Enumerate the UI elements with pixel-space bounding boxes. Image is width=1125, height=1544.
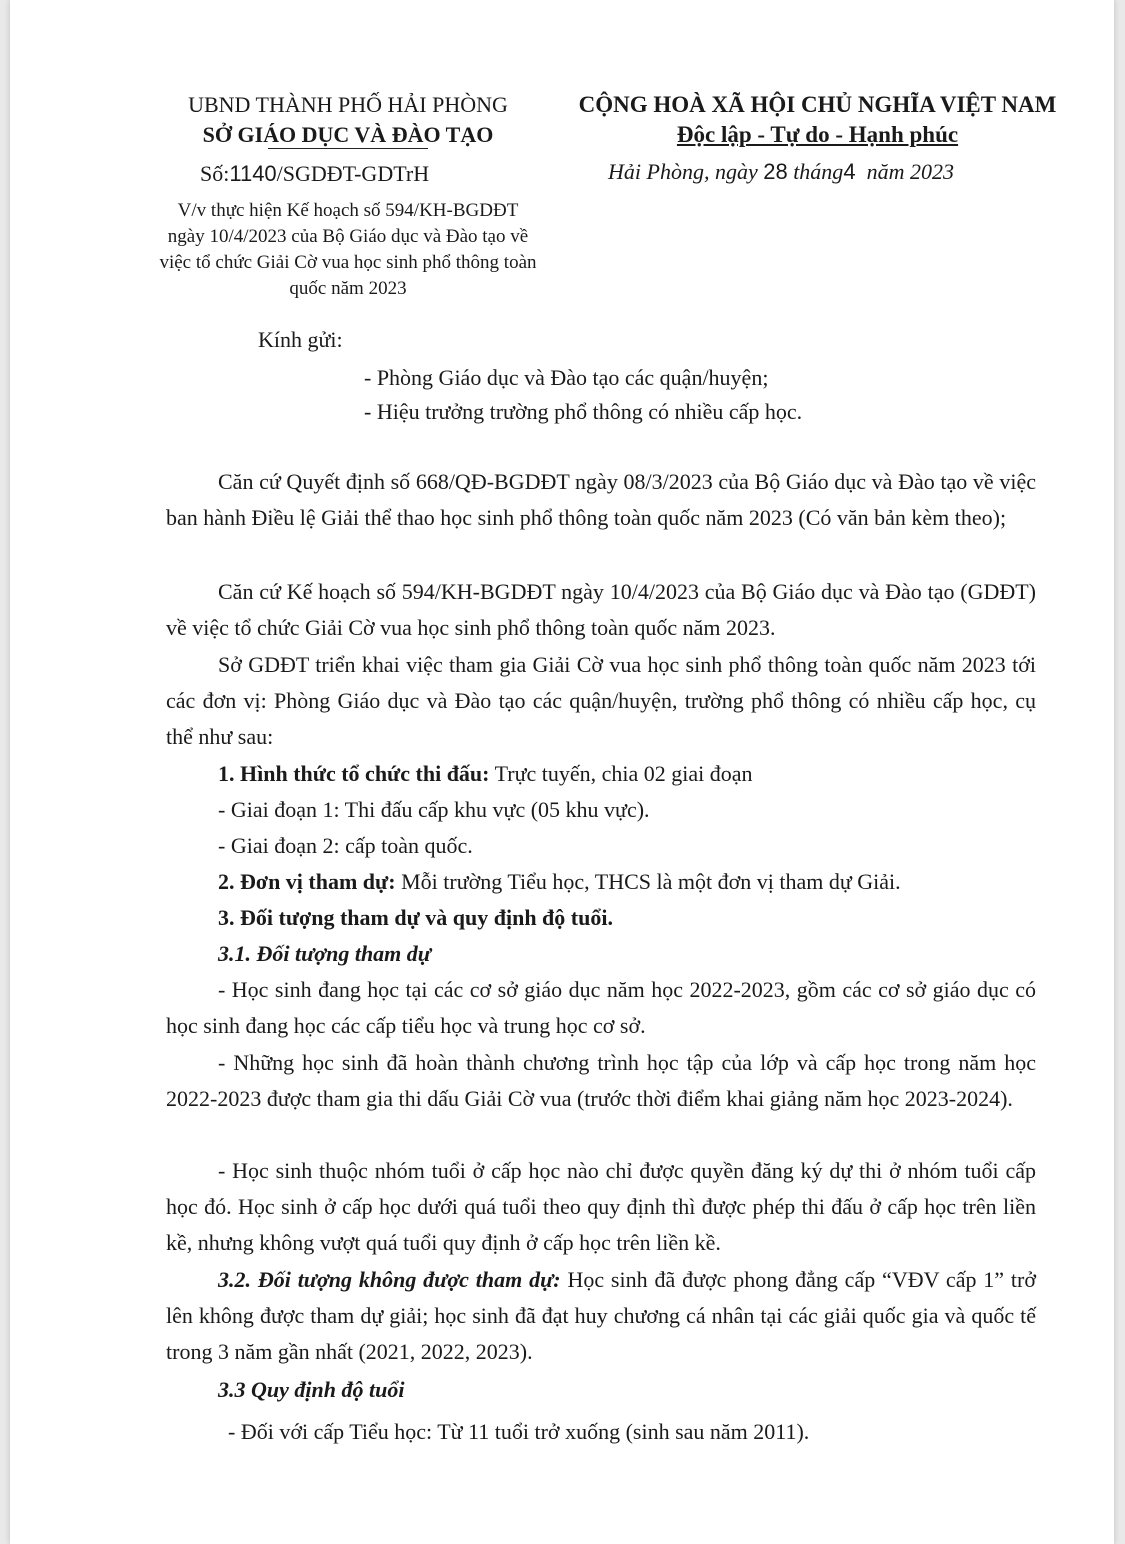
motto-text: Độc lập - Tự do - Hạnh phúc (676, 122, 959, 147)
list-item: - Giai đoạn 1: Thi đấu cấp khu vực (05 khu vực). (218, 797, 650, 822)
document-page (10, 0, 1114, 1544)
section-3-2-text: Học sinh đã được phong đẳng cấp “VĐV cấp 1” trở lên không được tham dự giải; học sinh đã đạt huy chương cá nhân tại các giải quốc gia và quốc tế trong 3 năm gần nhất (2021, 2022, 2023). (166, 1267, 1036, 1364)
section-1 (218, 756, 753, 792)
section-3-2 (166, 1262, 1036, 1370)
section-2-text: Mỗi trường Tiểu học, THCS là một đơn vị tham dự Giải. (395, 869, 901, 894)
paragraph-implementation: Sở GDĐT triển khai việc tham gia Giải Cờ vua học sinh phổ thông toàn quốc năm 2023 tới các đơn vị: Phòng Giáo dục và Đào tạo các quận/huyện, trường phổ thông có nhiều cấp học, cụ thể như sau: (166, 652, 1036, 749)
doc-number-prefix: Số: (200, 161, 230, 186)
issue-date (608, 157, 954, 187)
section-3-3-title: 3.3 Quy định độ tuổi (218, 1377, 405, 1402)
date-month: 4 (843, 159, 856, 184)
section-2 (218, 864, 901, 900)
subject-summary: V/v thực hiện Kế hoạch số 594/KH-BGDĐT ngày 10/4/2023 của Bộ Giáo dục và Đào tạo về việc tổ chức Giải Cờ vua học sinh phổ thông toàn quốc năm 2023 (159, 200, 537, 299)
date-prefix: Hải Phòng, ngày (608, 159, 758, 184)
recipient-item: - Hiệu trưởng trường phổ thông có nhiều cấp học. (364, 399, 803, 424)
section-1-text: Trực tuyến, chia 02 giai đoạn (489, 761, 753, 786)
section-3-title: 3. Đối tượng tham dự và quy định độ tuổi. (218, 905, 613, 930)
document-number (200, 159, 429, 189)
recipients-label: Kính gửi: (258, 327, 343, 352)
national-motto (555, 120, 1080, 150)
section-3-1-title: 3.1. Đối tượng tham dự (218, 941, 431, 966)
department-underline (268, 148, 428, 149)
section-1-title: 1. Hình thức tổ chức thi đấu: (218, 761, 490, 786)
paragraph-eligible-3: - Học sinh thuộc nhóm tuổi ở cấp học nào chỉ được quyền đăng ký dự thi ở nhóm tuổi cấp học đó. Học sinh ở cấp học dưới quá tuổi theo quy định thì được phép thi đấu ở cấp học trên liền kề, nhưng không vượt quá tuổi quy định ở cấp học trên liền kề. (166, 1158, 1036, 1255)
recipient-item: - Phòng Giáo dục và Đào tạo các quận/huyện; (364, 365, 769, 390)
date-year: năm 2023 (866, 159, 954, 184)
paragraph-eligible-1: - Học sinh đang học tại các cơ sở giáo dục năm học 2022-2023, gồm các cơ sở giáo dục có học sinh đang học các cấp tiểu học và trung học cơ sở. (166, 977, 1036, 1038)
paragraph-eligible-2: - Những học sinh đã hoàn thành chương trình học tập của lớp và cấp học trong năm học 2022-2023 được tham gia thi dấu Giải Cờ vua (trước thời điểm khai giảng năm học 2023-2024). (166, 1050, 1036, 1111)
paragraph-legal-basis-2: Căn cứ Kế hoạch số 594/KH-BGDĐT ngày 10/4/2023 của Bộ Giáo dục và Đào tạo (GDĐT) về việc tổ chức Giải Cờ vua học sinh phổ thông toàn quốc năm 2023. (166, 579, 1036, 640)
issuing-authority: UBND THÀNH PHỐ HẢI PHÒNG (188, 92, 508, 117)
list-item: - Giai đoạn 2: cấp toàn quốc. (218, 833, 473, 858)
section-3-2-title: 3.2. Đối tượng không được tham dự: (218, 1267, 561, 1292)
issuing-department: SỞ GIÁO DỤC VÀ ĐÀO TẠO (202, 122, 494, 147)
national-title: CỘNG HOÀ XÃ HỘI CHỦ NGHĨA VIỆT NAM (578, 92, 1057, 117)
list-item: - Đối với cấp Tiểu học: Từ 11 tuổi trở xuống (sinh sau năm 2011). (228, 1419, 810, 1444)
paragraph-legal-basis-1: Căn cứ Quyết định số 668/QĐ-BGDĐT ngày 08/3/2023 của Bộ Giáo dục và Đào tạo về việc ban hành Điều lệ Giải thể thao học sinh phổ thông toàn quốc năm 2023 (Có văn bản kèm theo); (166, 469, 1036, 530)
section-2-title: 2. Đơn vị tham dự: (218, 869, 396, 894)
date-month-label: tháng (793, 159, 844, 184)
doc-number-handwritten: 1140 (229, 161, 277, 186)
date-day: 28 (763, 159, 788, 184)
doc-number-suffix: /SGDĐT-GDTrH (276, 161, 430, 186)
